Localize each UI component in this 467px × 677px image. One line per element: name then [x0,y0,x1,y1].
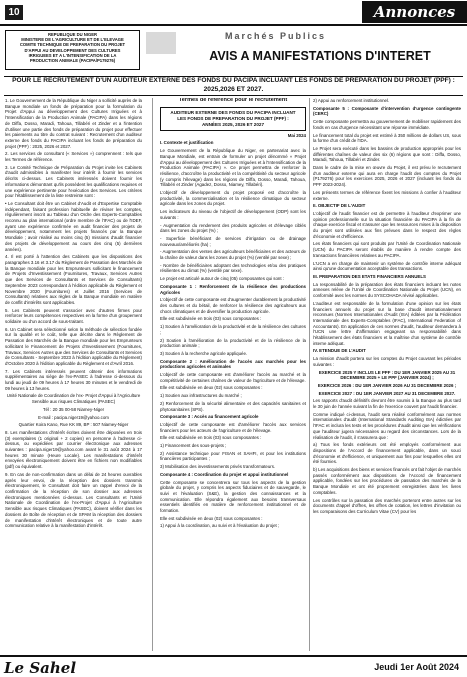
paragraph: - Nombre de bénéficiaires adoptant des technologies et/ou des pratiques résilientes au climat (%) (ventilé par sexe). [160,262,306,274]
section-heading: Composante 5 : Composante d'intervention d'urgence contingente (CERC) [313,105,461,117]
column-left [5,98,142,653]
paragraph: 1) Soutien à l'amélioration de la productivité et de la résilience des cultures ; [160,324,306,335]
paragraph: 3) Soutien à la recherche agricole appliquée. [160,350,248,356]
paragraph: 5. Les Cabinets peuvent s'associer avec d'autres firmes pour renforcer leurs compétences respectives en la forme d'un groupement solidaire ou d'un accord de sous-traitant. [5,307,142,325]
paragraph: Le financement total du projet est estimé à 350 millions de dollars US, sous la forme d'un crédit de l'IDA. [313,132,461,144]
paragraph: L'objectif de développement du projet proposé est d'accroître la productivité, la commercialisation et la résilience climatique du secteur agricole dans les zones du projet. [160,190,306,207]
page-number: 10 [5,5,23,20]
issuer-box [5,30,140,70]
paragraph: L'objectif de cette composante est d'augmenter durablement la productivité des cultures et du bétail, de renforcer la résilience des agriculteurs aux chocs climatiques et de diversifier la production agricole. [160,297,306,314]
tdr-box [160,107,306,131]
section-heading: Composante 1 : Renforcement de la résilience des productions Agricoles [160,283,306,295]
tdr-line: LES FONDS DE PREPARATION DU PROJET (PPF) : [177,115,289,121]
paragraph: • Le Consultant doit être un Cabinet d'Audit et d'Expertise Comptable indépendant, faisant profession habituelle de réviser les comptes, régulièrement inscrit au Tableau d'un Ordre des Experts-Comptables reconnu au plan international (ordre membre de l'IFAC) ou de l'IDEF, ayant une expérience confirmée en audit financier des projets de développement, notamment les projets financés par la Banque Mondiale ; avoir réalisé au moins cinq (5) missions d'audit financier des projets de développement au cours des cinq (5) dernières années). [5,200,142,252]
paragraph: Le Gouvernement de la République du Niger, en partenariat avec la Banque Mondiale, est entrain de formuler un projet dénommé « Projet d'Appui au développement des Cultures Irriguées et à l'Intensification de la Production Animale (PACIPA) ». Ce projet permettra de renforcer la résilience, d'accroître la productivité et la compétitivité du secteur agricole (y compris l'élevage) dans les régions de Diffa, Dosso, Maradi, Tahoua, Tillabéri et Zinder (Agadez, Dosso, Niamey, Tillabéri). [160,148,306,188]
paragraph: 4. Il est porté à l'attention des Cabinets que les dispositions des paragraphes 3.16 et 3.17 du Règlement de Passation des Marchés de la Banque mondiale pour les Emprunteurs sollicitant le financement de Projets d'Investissement (Fournitures, Travaux, Services Autres que des Services de Consultants et Services de Consultants) Septembre 2023 correspondant à l'édition applicable du Règlement et Novembre 2020 (Fournitures) et Juillet 2016 (Services de Consultants) relatives aux règles de la Banque mondiale en matière de conflit d'intérêts sont applicables. [5,254,142,305]
paragraph: 1) Financement des sous-projets ; [160,443,227,449]
paragraph: 2) Soutien à l'amélioration de la productivité et de la résilience de la production animale ; [160,337,306,349]
paragraph: 2) Assistance technique pour FISAN et SAHFI, et pour les institutions financières participantes ; [160,450,306,462]
section-heading: IV. ETENDUE DE L'AUDIT [313,348,366,354]
issuer-line: REPUBLIQUE DU NIGER [47,32,98,37]
paragraph: Dans le cadre de la mise en œuvre du Projet, il est prévu le recrutement d'un auditeur externe qui aura en charge l'audit des comptes du Projet (P179276) pour les exercices 2025, 2026 et 2027 (incluant les fonds du PPF 2023-2024). [313,165,461,188]
section-heading: Composante 4 : Coordination du projet et appui institutionnel [160,471,289,477]
column-divider [309,98,310,651]
section-heading: III. PREPARATION DES ETATS FINANCIERS ANNUELS [313,273,426,279]
audit-period: EXERCICE 2027 : DU 1ER JANVIER 2027 AU 31 DECEMBRE 2027. [318,390,456,396]
paragraph: 1. Le Gouvernement de la République du Niger a sollicité auprès de la Banque mondiale un fonds de préparation pour la formulation du Projet d'Appui au développement des Cultures Irriguées et à l'Intensification de la Production Animale (PACIPA) dans les régions de Diffa, Dosso, Maradi, Tahoua, Tillabéri et Zinder et a l'intention d'utiliser une partie des fonds de préparation du projet pour effectuer les paiements au titre du contrat suivant : Recrutement d'un auditeur externe des fonds du PACIPA incluant les fonds de préparation du projet (PPF) : 2025, 2026 et 2027. [5,98,142,149]
paragraph: Les états financiers qui sont produits par l'Unité de Coordination Nationale (UCN) du PACIPA seront établis de manière à rendre compte des transactions financières relatives au PACIPA. [313,241,461,258]
section-heading: Composante 3 : Accès au financement agricole [160,414,259,420]
newspaper-brand: Le Sahel [4,659,77,677]
audit-period: EXERCICE 2026 : DU 1ER JANVIER 2026 AU 31 DECEMBRE 2026 ; [317,382,457,388]
page-header [0,0,467,26]
issuer-line: D'APPUI AU DEVELOPPEMENT DES CULTURES [24,47,121,53]
section-heading: I. Contexte et justification [160,140,214,146]
paragraph: L'auditeur est responsable de la formulation d'une opinion sur les états financiers annuels du projet sur la base d'audit internationalement reconnues (Normes Internationales d'Audit (ISA) éditées par la Fédération Internationale des Experts-Comptables (IFAC), International Federation of Accountants). En application de ces normes d'audit, l'auditeur demandera à l'UCN une lettre d'affirmation engageant sa responsabilité dans l'établissement des états financiers et la maîtrise d'un système de contrôle interne adéquat. [313,300,461,346]
paragraph: Comme indiqué ci-dessus, l'audit sera réalisé conformément aux normes internationales d'audit (International Standards Auditing ISA) édictées par l'IFAC et inclura les tests et les procédures d'audit ainsi que les vérifications que l'auditeur jugera nécessaires au regard des circonstances. Lors de la réalisation de l'audit, il s'assurera que : [313,411,461,440]
section-label: Marchés Publics [225,31,327,41]
paragraph: 3. Le Comité Technique de Préparation du Projet invite les Cabinets d'audit admissibles à manifester leur intérêt à fournir les services décrits ci-dessus. Les Cabinets intéressés doivent fournir les informations démontrant qu'ils possèdent les qualifications requises et une expérience pertinente pour l'exécution des Services. Les critères pour l'établissement de la liste restreinte sont : [5,164,142,199]
paragraph: L'UCN a en charge de maintenir un système de contrôle interne adéquat ainsi qu'une documentation acceptable des transactions. [313,260,461,272]
paragraph: 2) Renforcement de la sécurité alimentaire et des capacités sanitaires et phytosanitaires (SPS). [160,400,306,412]
issuer-line: IRRIGUEES ET A L'INTENSIFICATION DE LA [28,52,117,58]
audit-period: EXERCICE 2025 Y INCLUS LE PPF : DU 1ER JANVIER 2025 AU 31 DECEMBRE 2025 + LE PPF (JANVIER 2024) ; [318,369,456,381]
paragraph: 1) Soutien aux infrastructures du marché ; [160,393,242,399]
paragraph: a) Tous les fonds extérieurs ont été employés conformément aux dispositions de l'Accord de financement applicable, dans un souci d'économie et d'efficience, et uniquement aux fins pour lesquelles elles ont été fournies. [313,442,461,465]
issuer-line: MINISTERE DE L'AGRICULTURE ET DE L'ELEVAGE [21,37,124,43]
paragraph: Elle est subdivisée en trois (03) sous composantes : [160,435,262,441]
paragraph: 6. Un Cabinet sera sélectionné selon la méthode de sélection fondée sur la qualité et le coût, telle que décrite dans le Règlement de Passation des Marchés de la Banque mondiale pour les Emprunteurs sollicitant le Financement de Projets d'Investissement (Fournitures, Travaux, Services Autres que des Services de Consultants et Services de Consultants - Septembre 2023 à l'édition applicable du Règlement) d'Octobre 2020 à l'édition applicable du Règlement et d'Avril 2016. [5,326,142,366]
paragraph: 3) Mobilisation des investissements privés transformateurs. [160,464,276,470]
tdr-title: Termes de référence pour le recrutement [178,98,288,103]
paragraph: Elle est subdivisée en deux (02) sous composantes : [160,385,263,391]
paragraph: - Augmentation des ventes des agriculteurs bénéficiaires et des acteurs de la chaîne de valeur dans les zones du projet (%) (ventilé par sexe) ; [160,249,306,261]
section-heading: Composante 2 : Amélioration de l'accès aux marchés pour les productions agricoles et animales [160,358,306,370]
paragraph: Cette composante se concentrera sur tous les aspects de la gestion globale du projet, y compris les aspects fiduciaires et de sauvegarde, le suivi et l'évaluation (S&E), la gestion des connaissances et la communication. Elle répondra également aux besoins transversaux essentiels identifiés en matière de renforcement institutionnel et de formation. [160,479,306,514]
page-footer [0,655,467,677]
address-line: Tél : 20 35 00-58 Niamey-Niger [42,406,105,412]
paragraph: Les rapports d'audit définitifs devront être soumis à la Banque au plus tard le 30 juin de l'année suivant la fin de l'exercice couvert par l'audit financier. [313,398,461,410]
section-rubric: Annonces [362,1,467,23]
paragraph: L'objectif de cette composante est d'améliorer l'accès au marché et la compétitivité de certaines chaînes de valeur de l'agriculture et de l'élevage. [160,372,306,383]
paragraph: 9. En cas de non-confirmation dans un délai de 24 heures ouvrables après leur envoi, de la réception des dossiers transmis électroniquement, le Consultant doit faire un rappel d'envoi de la confirmation de la réception de son dossier aux adresses électroniques mentionnées ci-dessus. Les Consultants et l'Unité Nationale de Coordination de l'ex-Projet d'Appui à l'Agriculture Sensible aux risques Climatiques (PASEC), doivent vérifier dans les dossiers de Boîte de réception et de SPAM la réception des dossiers de manifestation d'intérêt électroniques et de toute autre communication relative à la manifestation d'intérêt. [5,471,142,529]
column-divider [152,98,153,651]
section-heading: II. OBJECTIF DE L'AUDIT [313,203,366,209]
tdr-line: ANNÉES 2025, 2026 ET 2027 [201,121,265,127]
issuer-line: PRODUCTION ANIMALE (PACIPA/P179276) [29,58,116,64]
header-divider [0,24,467,26]
paragraph: 2. Les services de consultant (« Services ») comprennent : tels que les Termes de référence. [5,151,142,163]
column-middle [160,98,306,653]
paragraph: La mission d'audit portera sur les comptes du Projet couvrant les périodes suivantes : [313,356,461,367]
paragraph: L'objectif de l'audit financier est de permettre à l'auditeur d'exprimer une opinion professionnelle sur la situation financière du PACIPA à la fin de chaque exercice fiscal et s'assurer que les ressources mises à la disposition du projet sont utilisées aux fins prévues dans le respect des règles d'économie et d'efficience. [313,210,461,239]
paragraph: - Superficie bénéficiant de services d'irrigation ou de drainage nouveaux/améliorés (ha) ; [160,235,306,247]
paragraph: Les contrôles sur la passation des marchés porteront entre autres sur les documents d'appel d'offres, les offres de cotation, les lettres d'invitation ou les comparaisons des Curriculum Vitae (CV) pour les [313,497,461,514]
paragraph: Elle est subdivisée en trois (03) sous composantes : [160,316,262,322]
issue-date: Jeudi 1er Août 2024 [374,662,459,672]
address-line: E-mail : pacipa.niger19@yahoo.com [38,414,109,420]
paragraph: 8. Les manifestations d'intérêt écrites doivent être déposées en trois (3) exemplaires (1 original + 2 copies) en personne à l'adresse ci-dessus, ou expédiées par courrier électronique aux adresses suivantes : pacipa.niger19@yahoo.com avant le 31 août 2024 à 17 heures 30 minute (Heure Locale). Les manifestations d'intérêt envoyées électroniquement doivent être en fichiers non modifiables (pdf) ou équivalent. [5,429,142,470]
paragraph: - Augmentation du rendement des produits agricoles et d'élevage ciblés dans les zones du projet (%) ; [160,222,306,234]
notice-subtitle-band: POUR LE RECRUTEMENT D'UN AUDITEUR EXTERNE DES FONDS DU PACIPA INCLUANT LES FONDS DE PREPARATION DU PROJET (PPF) : 2025,2026 ET 2027. [4,76,463,96]
paragraph: 1) Appui à la coordination, au suivi et à l'évaluation du projet ; [160,523,280,529]
paragraph: 2) Appui au renforcement institutionnel. [313,98,390,103]
issuer-line: COMITE TECHNIQUE DE PREPARATION DU PROJET [19,42,126,48]
paragraph: Les présents termes de référence fixent les missions à confier à l'auditeur externe. [313,189,461,201]
paragraph: La responsabilité de la préparation des états financiers incluant les notes annexes relève de l'Unité de Coordination Nationale du Projet (UCN), en conformité avec les normes du SYSCOHADA révisé applicables. [313,281,461,299]
column-right [313,98,461,653]
paragraph: b) Les acquisitions des biens et services financés ont fait l'objet de marchés passés conformément aux dispositions de l'Accord de financement applicable, fondées sur les procédures de passation des marchés de la Banque Mondiale et ont été proprement enregistrées dans les livres comptables. [313,467,461,495]
notice-title: AVIS A MANIFESTATIONS D'INTERET [209,49,431,63]
paragraph: Cette composante permettra au gouvernement de mobiliser rapidement des fonds en cas d'urgence nécessitant une réponse immédiate. [313,119,461,130]
tdr-line: AUDITEUR EXTERNE DES FONDS DU PACIPA INCLUANT [170,109,296,115]
tdr-date: Mai 2024 [287,132,306,138]
paragraph: Le projet est articulé autour de cinq (05) composantes qui sont : [160,276,284,282]
address-line: Unité Nationale de Coordination de l'ex- Projet d'Appui à l'Agriculture Sensible aux risques Climatiques (PASEC) [6,393,141,405]
paragraph: L'objectif de cette composante est d'améliorer l'accès aux services financiers pour les acteurs de l'agriculture et de l'élevage. [160,421,306,433]
paragraph: Le Projet sera exécuté dans les bassins de production appropriés pour les différentes chaînes de valeur des six (6) régions que sont : Diffa, Dosso, Maradi, Tahoua, Tillabéri et Zinder. [313,145,461,163]
paragraph: 7. Les Cabinets intéressés peuvent obtenir des informations supplémentaires au siège de l'ex-PASEC à l'adresse ci-dessous du lundi au jeudi de 09 heures à 17 heures 30 minutes et le vendredi de 09 heures à 13 heures. [5,368,142,391]
paragraph: Elle est subdivisée en deux (02) sous composantes : [160,515,263,521]
address-line: Quartier Koira Kano, Rue KK 89, BP : 507 Niamey-Niger [18,422,129,428]
coat-of-arms-image [146,32,176,54]
paragraph: Les indicateurs du niveau de l'objectif de développement (ODP) sont les suivants : [160,209,306,220]
